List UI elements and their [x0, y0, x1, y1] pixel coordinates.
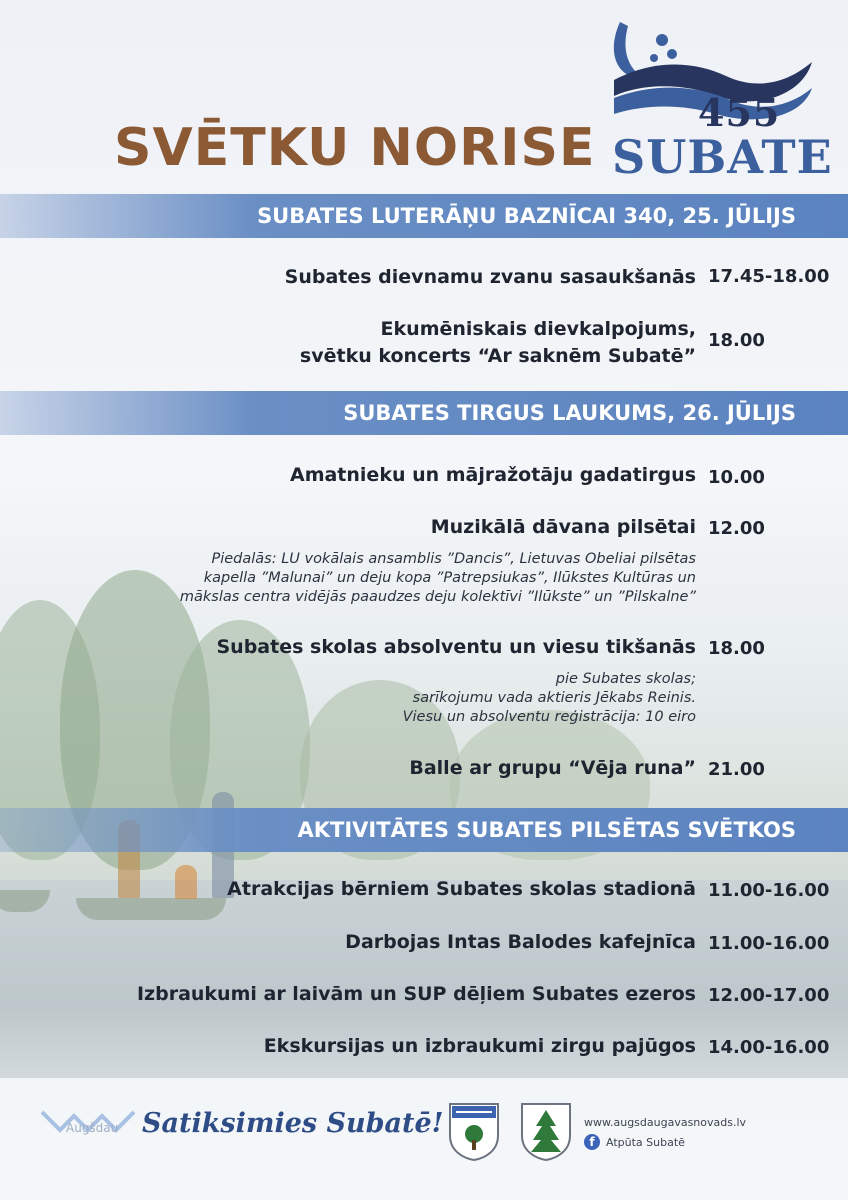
- logo-number: 455: [698, 90, 781, 135]
- event-note: Viesu un absolventu reģistrācija: 10 eiro: [402, 709, 696, 725]
- footer: [0, 1078, 848, 1200]
- event-name: Izbraukumi ar laivām un SUP dēļiem Subates ezeros: [136, 983, 696, 1005]
- event-name: Subates dievnamu zvanu sasaukšanās: [284, 266, 696, 288]
- slogan: Satiksimies Subatē!: [142, 1108, 444, 1139]
- event-time: 11.00-16.00: [708, 880, 830, 901]
- event-time: 11.00-16.00: [708, 933, 830, 954]
- facebook-icon: f: [584, 1134, 600, 1150]
- event-name: Atrakcijas bērniem Subates skolas stadionā: [227, 878, 696, 900]
- event-time: 18.00: [708, 638, 765, 659]
- event-name: Muzikālā dāvana pilsētai: [430, 516, 696, 538]
- event-name: Amatnieku un mājražotāju gadatirgus: [289, 464, 696, 486]
- section-banner-market: SUBATES TIRGUS LAUKUMS, 26. JŪLIJS: [0, 391, 848, 435]
- event-time: 17.45-18.00: [708, 266, 830, 287]
- section-banner-church: SUBATES LUTERĀŅU BAZNĪCAI 340, 25. JŪLIJS: [0, 194, 848, 238]
- event-time: 12.00-17.00: [708, 985, 830, 1006]
- subate-455-logo: [606, 18, 833, 188]
- subate-crest-icon: [520, 1102, 572, 1162]
- event-name: Ekumēniskais dievkalpojums,: [380, 318, 696, 340]
- event-note: Piedalās: LU vokālais ansamblis ”Dancis”, Lietuvas Obeliai pilsētas: [211, 551, 696, 567]
- facebook-page-name: Atpūta Subatē: [606, 1135, 685, 1149]
- municipality-logo-text: Augšdau: [66, 1121, 119, 1135]
- website-link[interactable]: www.augsdaugavasnovads.lv: [584, 1116, 747, 1129]
- event-time: 21.00: [708, 759, 765, 780]
- event-name: Ekskursijas un izbraukumi zirgu pajūgos: [263, 1035, 696, 1057]
- event-time: 12.00: [708, 518, 765, 539]
- event-time: 14.00-16.00: [708, 1037, 830, 1058]
- event-name: svētku koncerts “Ar saknēm Subatē”: [299, 345, 696, 367]
- facebook-link[interactable]: [584, 1134, 685, 1150]
- event-name: Balle ar grupu “Vēja runa”: [409, 757, 696, 779]
- event-name: Subates skolas absolventu un viesu tikšanās: [216, 636, 696, 658]
- person-shape: [175, 865, 197, 899]
- event-note: pie Subates skolas;: [555, 671, 696, 687]
- section-banner-activities: AKTIVITĀTES SUBATES PILSĒTAS SVĒTKOS: [0, 808, 848, 852]
- logo-name: SUBATE: [612, 130, 833, 184]
- event-note: mākslas centra vidējās paaudzes deju kolektīvi ”Ilūkste” un ”Pilskalne”: [179, 589, 696, 605]
- event-time: 10.00: [708, 467, 765, 488]
- boat-shape: [76, 898, 226, 920]
- page-title: SVĒTKU NORISE: [114, 118, 596, 178]
- event-note: kapella ”Malunai” un deju kopa ”Patrepsiukas”, Ilūkstes Kultūras un: [203, 570, 696, 586]
- event-time: 18.00: [708, 330, 765, 351]
- event-note: sarīkojumu vada aktieris Jēkabs Reinis.: [412, 690, 696, 706]
- event-name: Darbojas Intas Balodes kafejnīca: [345, 931, 696, 953]
- municipality-crest-icon: [448, 1102, 500, 1162]
